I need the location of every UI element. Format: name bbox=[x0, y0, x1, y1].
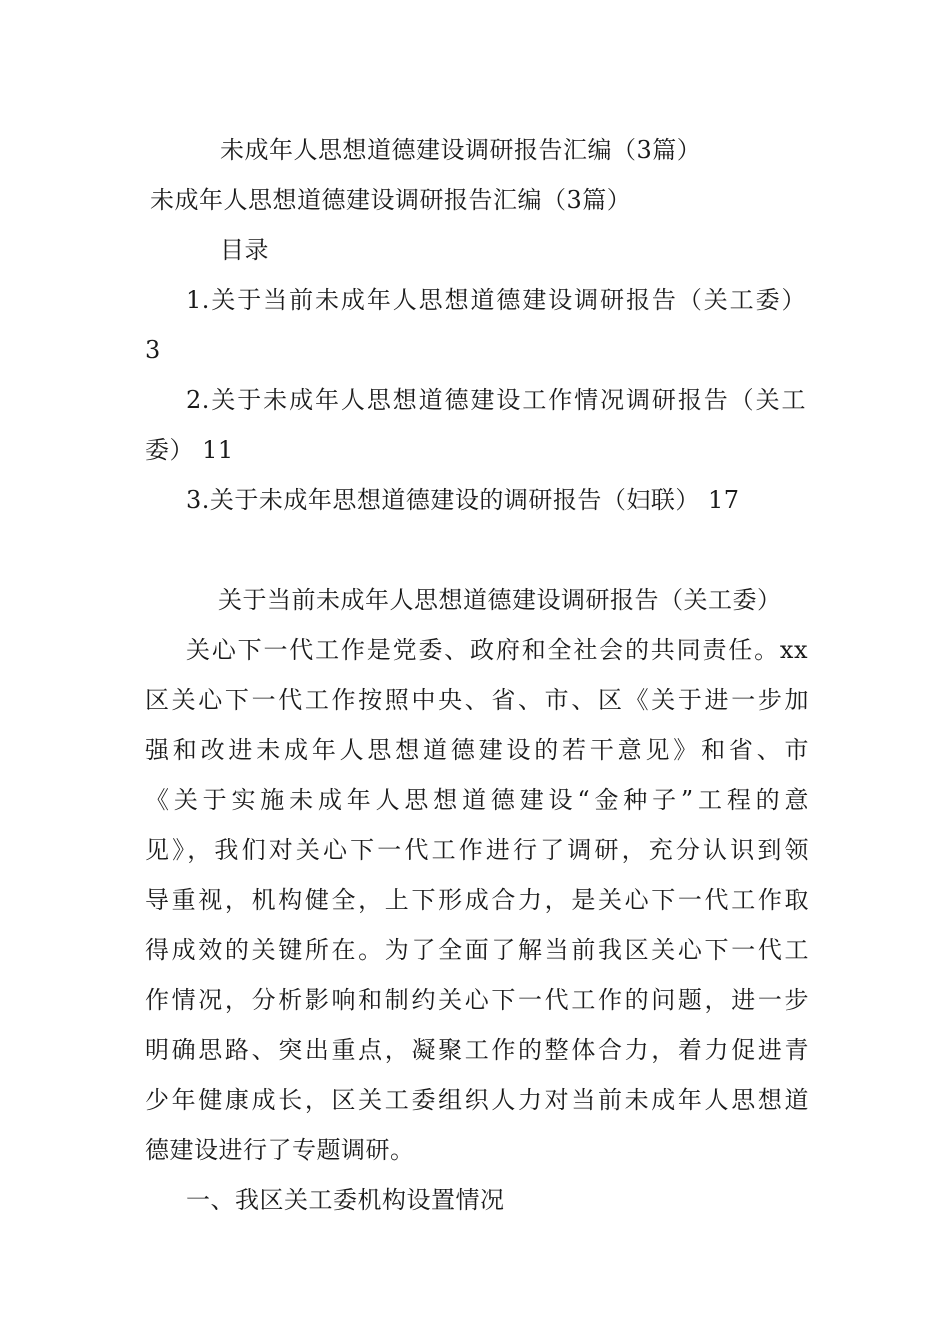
paragraph-line: 少年健康成长，区关工委组织人力对当前未成年人思想道 bbox=[145, 1086, 809, 1114]
paragraph-line: 强和改进未成年人思想道德建设的若干意见》和省、市 bbox=[145, 736, 809, 764]
paragraph-line: 关心下一代工作是党委、政府和全社会的共同责任。xx bbox=[186, 636, 808, 664]
paragraph-line: 明确思路、突出重点，凝聚工作的整体合力，着力促进青 bbox=[145, 1036, 809, 1064]
paragraph-line: 《关于实施未成年人思想道德建设“金种子”工程的意 bbox=[145, 786, 809, 814]
toc-item-1-page: 3 bbox=[145, 336, 161, 364]
paragraph-line: 作情况，分析影响和制约关心下一代工作的问题，进一步 bbox=[145, 986, 809, 1014]
document-title-repeat: 未成年人思想道德建设调研报告汇编（3篇） bbox=[150, 186, 632, 214]
paragraph-line: 区关心下一代工作按照中央、省、市、区《关于进一步加 bbox=[145, 686, 809, 714]
toc-item-3: 3.关于未成年思想道德建设的调研报告（妇联） 17 bbox=[186, 486, 740, 514]
document-title: 未成年人思想道德建设调研报告汇编（3篇） bbox=[220, 136, 702, 164]
section-subheading: 一、我区关工委机构设置情况 bbox=[186, 1186, 505, 1214]
toc-item-1: 1.关于当前未成年人思想道德建设调研报告（关工委） bbox=[186, 286, 806, 314]
section-title: 关于当前未成年人思想道德建设调研报告（关工委） bbox=[218, 586, 782, 614]
paragraph-line: 得成效的关键所在。为了全面了解当前我区关心下一代工 bbox=[145, 936, 809, 964]
paragraph-line: 德建设进行了专题调研。 bbox=[145, 1136, 415, 1164]
toc-item-2-page: 委） 11 bbox=[145, 436, 234, 464]
toc-heading: 目录 bbox=[220, 236, 269, 264]
paragraph-line: 见》，我们对关心下一代工作进行了调研，充分认识到领 bbox=[145, 836, 809, 864]
toc-item-2: 2.关于未成年人思想道德建设工作情况调研报告（关工 bbox=[186, 386, 806, 414]
paragraph-line: 导重视，机构健全，上下形成合力，是关心下一代工作取 bbox=[145, 886, 809, 914]
